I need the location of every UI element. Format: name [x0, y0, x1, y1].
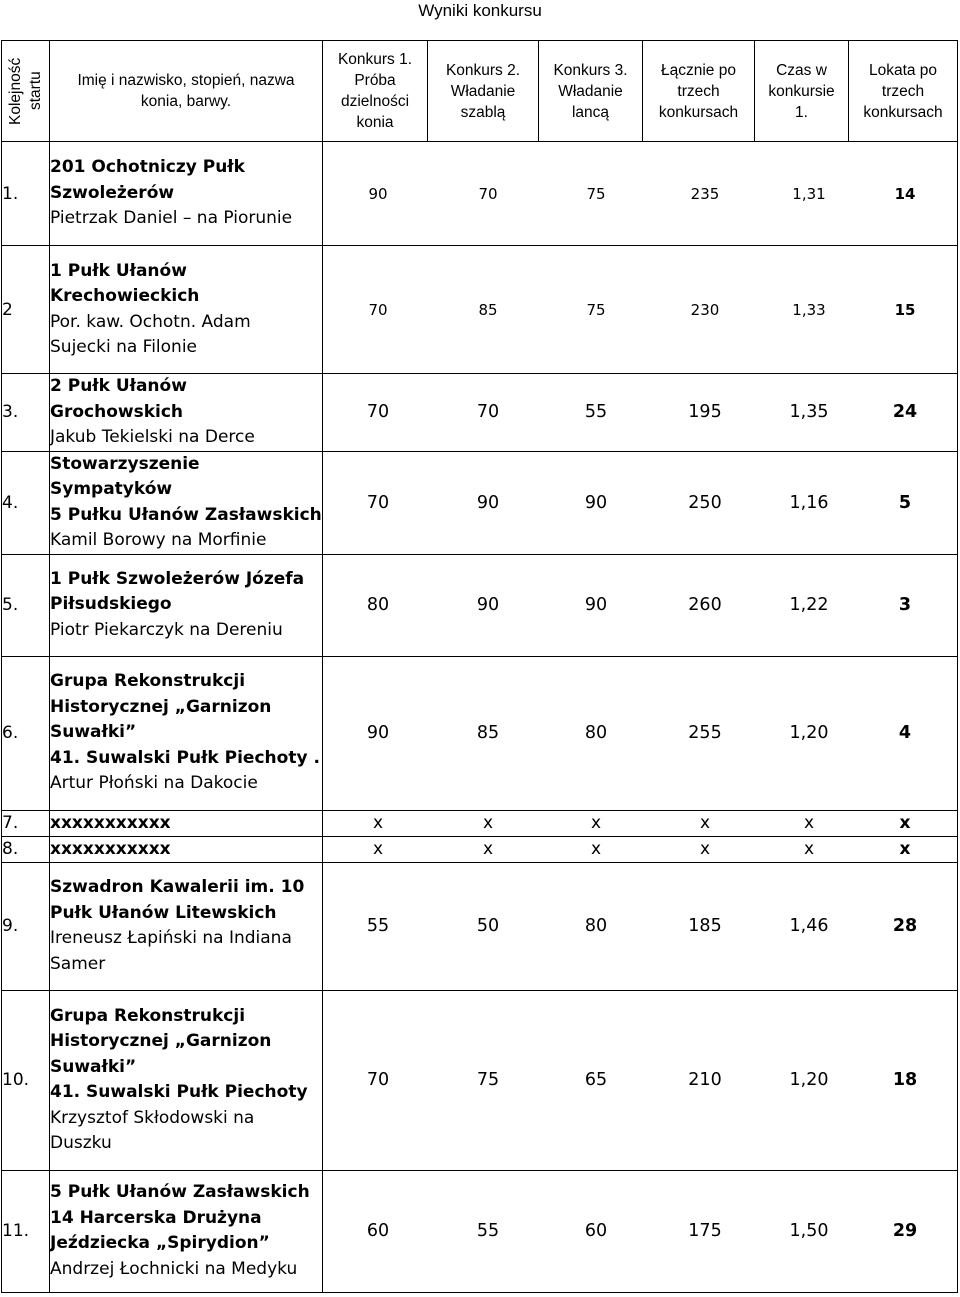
rider-info: [50, 810, 323, 836]
start-number: 8.: [2, 836, 50, 862]
rider-info: [50, 451, 323, 554]
rider-info: [50, 862, 323, 990]
score-total: 260: [688, 595, 722, 615]
score-contest-1: 70: [366, 1070, 390, 1090]
table-row: [2, 142, 958, 246]
rider-name: Pietrzak Daniel – na Piorunie: [50, 208, 293, 229]
score-rank: 4: [898, 723, 912, 743]
rider-name: Ireneusz Łapiński na Indiana: [50, 928, 292, 948]
score-rank: 3: [898, 595, 912, 615]
score-contest-2: 85: [476, 723, 500, 743]
scores-cell: [323, 374, 958, 452]
score-time: 1,46: [789, 916, 829, 936]
score-contest-3: 75: [586, 300, 606, 319]
score-contest-3: 75: [586, 184, 606, 203]
score-contest-3: 90: [584, 492, 608, 513]
rider-info: [50, 374, 323, 452]
scores-cell: [323, 1170, 958, 1292]
unit-name: Suwałki”: [50, 722, 137, 743]
score-time: 1,16: [789, 492, 829, 513]
start-number: 1.: [2, 142, 50, 246]
score-time: 1,33: [792, 300, 826, 319]
table-row: [2, 836, 958, 862]
start-number: 3.: [2, 374, 50, 452]
score-rank: x: [899, 813, 911, 833]
results-table: [1, 40, 958, 1293]
rider-info: [50, 990, 323, 1170]
score-time: x: [803, 839, 815, 859]
unit-name: 2 Pułk Ułanów Grochowskich: [50, 376, 187, 422]
score-contest-1: 70: [366, 402, 390, 423]
score-rank: 15: [894, 300, 916, 319]
score-total: 195: [688, 402, 722, 423]
unit-name: Krechowieckich: [50, 286, 200, 306]
header-row: [2, 41, 958, 142]
table-row: [2, 810, 958, 836]
unit-name: 41. Suwalski Pułk Piechoty .: [50, 747, 320, 768]
score-rank: 24: [892, 402, 918, 423]
scores-cell: [323, 451, 958, 554]
rider-info: [50, 656, 323, 810]
score-rank: 28: [892, 916, 918, 936]
rider-name: Krzysztof Skłodowski na: [50, 1107, 255, 1128]
score-contest-1: x: [372, 839, 384, 859]
unit-name: 5 Pułk Ułanów Zasławskich: [50, 1182, 310, 1202]
rider-info: [50, 246, 323, 374]
score-time: 1,31: [792, 184, 826, 203]
page-title: Wyniki konkursu: [418, 1, 542, 20]
rider-info: [50, 1170, 323, 1292]
unit-name: Jeździecka „Spirydion”: [50, 1233, 270, 1253]
start-number: 5.: [2, 554, 50, 656]
unit-name: Grupa Rekonstrukcji: [50, 1005, 246, 1026]
scores-cell: [323, 142, 958, 246]
score-total: 210: [688, 1070, 722, 1090]
rider-name: Sujecki na Filonie: [50, 337, 198, 357]
score-time: x: [803, 813, 815, 833]
scores-cell: [323, 810, 958, 836]
scores-cell: [323, 656, 958, 810]
score-rank: 5: [898, 492, 912, 513]
unit-name: 14 Harcerska Drużyna: [50, 1207, 262, 1228]
rider-info: [50, 836, 323, 862]
score-total: 185: [688, 916, 722, 936]
unit-name: 1 Pułk Ułanów: [50, 260, 187, 281]
score-time: 1,35: [789, 402, 829, 423]
table-row: [2, 862, 958, 990]
score-contest-1: 55: [366, 916, 390, 936]
score-total: 230: [690, 300, 720, 319]
score-rank: 14: [894, 184, 916, 203]
unit-name: Szwadron Kawalerii im. 10: [50, 877, 305, 897]
unit-name: Historycznej „Garnizon: [50, 1031, 272, 1051]
unit-name: xxxxxxxxxxx: [50, 813, 171, 833]
score-contest-3: x: [590, 813, 602, 833]
score-time: 1,22: [789, 595, 829, 615]
unit-name: 41. Suwalski Pułk Piechoty: [50, 1082, 308, 1102]
rider-name: Samer: [50, 953, 106, 974]
score-time: 1,20: [789, 723, 829, 743]
score-contest-1: 60: [366, 1221, 390, 1241]
score-contest-2: 90: [476, 492, 500, 513]
unit-name: Piłsudskiego: [50, 594, 172, 615]
score-contest-2: x: [482, 813, 494, 833]
score-total: 175: [688, 1221, 722, 1241]
score-contest-3: 55: [584, 402, 608, 423]
score-contest-3: 80: [584, 723, 608, 743]
unit-name: Szwoleżerów: [50, 182, 175, 203]
score-total: x: [699, 839, 711, 859]
rider-name: Andrzej Łochnicki na Medyku: [50, 1258, 298, 1279]
score-contest-1: 70: [368, 300, 388, 319]
unit-name: Pułk Ułanów Litewskich: [50, 902, 277, 923]
score-time: 1,50: [789, 1221, 829, 1241]
start-number: 7.: [2, 810, 50, 836]
rider-name: Duszku: [50, 1133, 112, 1153]
start-number: 6.: [2, 656, 50, 810]
header-contest-2: Konkurs 2. Władanie szablą: [428, 41, 539, 142]
rider-info: [50, 142, 323, 246]
unit-name: 5 Pułku Ułanów Zasławskich: [50, 504, 322, 525]
score-contest-2: 75: [476, 1070, 500, 1090]
score-total: 235: [690, 184, 720, 203]
start-number: 2: [2, 246, 50, 374]
scores-cell: [323, 836, 958, 862]
score-rank: 29: [892, 1221, 918, 1241]
score-contest-3: 60: [584, 1221, 608, 1241]
score-contest-3: 65: [584, 1070, 608, 1090]
table-row: [2, 1170, 958, 1292]
table-row: [2, 374, 958, 452]
score-contest-1: x: [372, 813, 384, 833]
unit-name: 201 Ochotniczy Pułk: [50, 157, 245, 178]
start-number: 10.: [2, 990, 50, 1170]
score-contest-2: 55: [476, 1221, 500, 1241]
start-number: 4.: [2, 451, 50, 554]
score-total: 250: [688, 492, 722, 513]
score-time: 1,20: [789, 1070, 829, 1090]
rider-name: Artur Płoński na Dakocie: [50, 773, 258, 794]
header-contest-3: Konkurs 3. Władanie lancą: [539, 41, 643, 142]
header-time: Czas w konkursie 1.: [755, 41, 849, 142]
scores-cell: [323, 246, 958, 374]
header-contest-1: Konkurs 1. Próba dzielności konia: [323, 41, 428, 142]
unit-name: xxxxxxxxxxx: [50, 839, 171, 859]
table-row: [2, 451, 958, 554]
score-contest-2: x: [482, 839, 494, 859]
score-contest-2: 50: [476, 916, 500, 936]
score-contest-2: 85: [478, 300, 498, 319]
scores-cell: [323, 990, 958, 1170]
start-number: 11.: [2, 1170, 50, 1292]
score-rank: 18: [892, 1070, 918, 1090]
scores-cell: [323, 554, 958, 656]
score-contest-3: 90: [584, 595, 608, 615]
score-contest-1: 70: [366, 492, 390, 513]
unit-name: Historycznej „Garnizon: [50, 696, 272, 717]
scores-cell: [323, 862, 958, 990]
table-row: [2, 990, 958, 1170]
rider-name: Jakub Tekielski na Derce: [50, 427, 255, 447]
header-total: Łącznie po trzech konkursach: [643, 41, 755, 142]
rider-name: Kamil Borowy na Morfinie: [50, 530, 267, 550]
score-contest-3: 80: [584, 916, 608, 936]
score-contest-1: 90: [368, 184, 388, 203]
unit-name: 1 Pułk Szwoleżerów Józefa: [50, 568, 305, 589]
score-contest-1: 90: [366, 723, 390, 743]
table-row: [2, 554, 958, 656]
table-row: [2, 656, 958, 810]
header-rank: Lokata po trzech konkursach: [849, 41, 958, 142]
score-contest-1: 80: [366, 595, 390, 615]
unit-name: Stowarzyszenie Sympatyków: [50, 453, 200, 499]
score-total: x: [699, 813, 711, 833]
start-number: 9.: [2, 862, 50, 990]
score-contest-2: 70: [476, 402, 500, 423]
table-row: [2, 246, 958, 374]
unit-name: Grupa Rekonstrukcji: [50, 671, 246, 692]
unit-name: Suwałki”: [50, 1056, 137, 1077]
score-contest-3: x: [590, 839, 602, 859]
rider-name: Piotr Piekarczyk na Dereniu: [50, 619, 283, 640]
score-rank: x: [899, 839, 911, 859]
score-total: 255: [688, 723, 722, 743]
header-name: Imię i nazwisko, stopień, nazwa konia, barwy.: [50, 41, 323, 142]
header-start-order: Kolejność startu: [2, 41, 50, 142]
score-contest-2: 70: [478, 184, 498, 203]
score-contest-2: 90: [476, 595, 500, 615]
rider-name: Por. kaw. Ochotn. Adam: [50, 311, 251, 332]
rider-info: [50, 554, 323, 656]
